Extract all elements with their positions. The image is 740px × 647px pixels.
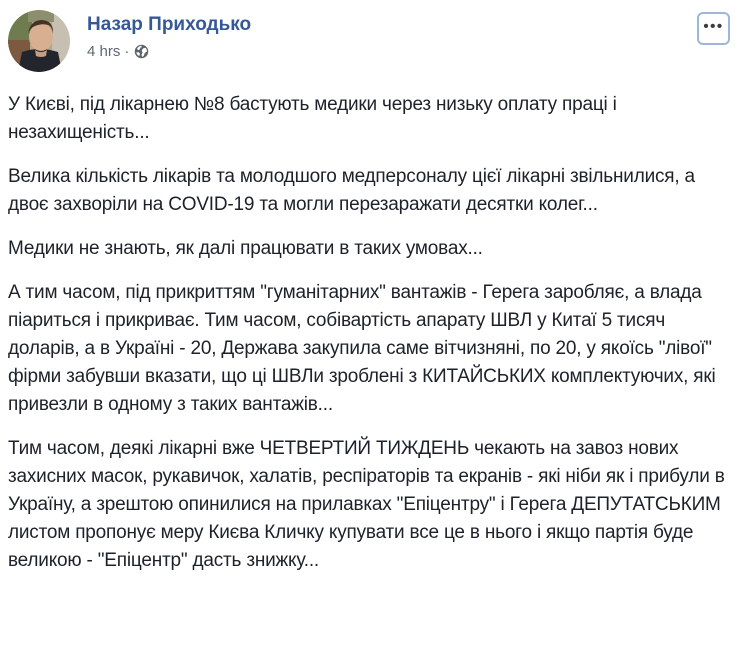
author-name-link[interactable]: Назар Приходько: [87, 14, 252, 35]
post-paragraph: Медики не знають, як далі працювати в таких умовах...: [8, 238, 483, 259]
post-paragraph: Велика кількість лікарів та молодшого медперсоналу цієї лікарні звільнилися, а двоє захворіли на COVID-19 та могли перезаражати десятки колег...: [8, 166, 695, 215]
avatar-photo: [8, 10, 70, 72]
meta-separator: ·: [124, 43, 130, 60]
post-header: [8, 10, 730, 72]
timestamp-link[interactable]: 4 hrs: [87, 43, 121, 60]
post-paragraph: А тим часом, під прикриттям "гуманітарних" вантажів - Герега заробляє, а влада піариться і прикриває. Тим часом, собівартість апарату ШВЛ у Китаї 5 тисяч доларів, а в Україні - 20, Держава закупила саме вітчизняні, по 20, у якоїсь "лівої" фірми забувши вказати, що ці ШВЛи зроблені з КИТАЙСЬКИХ комплектуючих, які привезли в одному з таких вантажів...: [8, 282, 716, 415]
post-meta: [87, 43, 251, 60]
globe-privacy-icon: [134, 44, 149, 59]
more-options-button[interactable]: [697, 12, 730, 45]
header-text: [87, 10, 251, 60]
post-paragraph: У Києві, під лікарнею №8 бастують медики через низьку оплату праці і незахищеність...: [8, 94, 617, 143]
ellipsis-icon: •••: [703, 18, 724, 35]
post-body: [8, 91, 730, 575]
post-paragraph: Тим часом, деякі лікарні вже ЧЕТВЕРТИЙ ТИЖДЕНЬ чекають на завоз нових захисних масок, рукавичок, халатів, респіраторів та екранів - які ніби як і прибули в Україну, а зрештою опинилися на прилавках "Епіцентру" і Герега ДЕПУТАТСЬКИМ листом пропонує меру Києва Кличку купувати все це в нього і якщо партія буде великою - "Епіцентр" дасть знижку...: [8, 438, 725, 571]
author-avatar[interactable]: [8, 10, 70, 72]
